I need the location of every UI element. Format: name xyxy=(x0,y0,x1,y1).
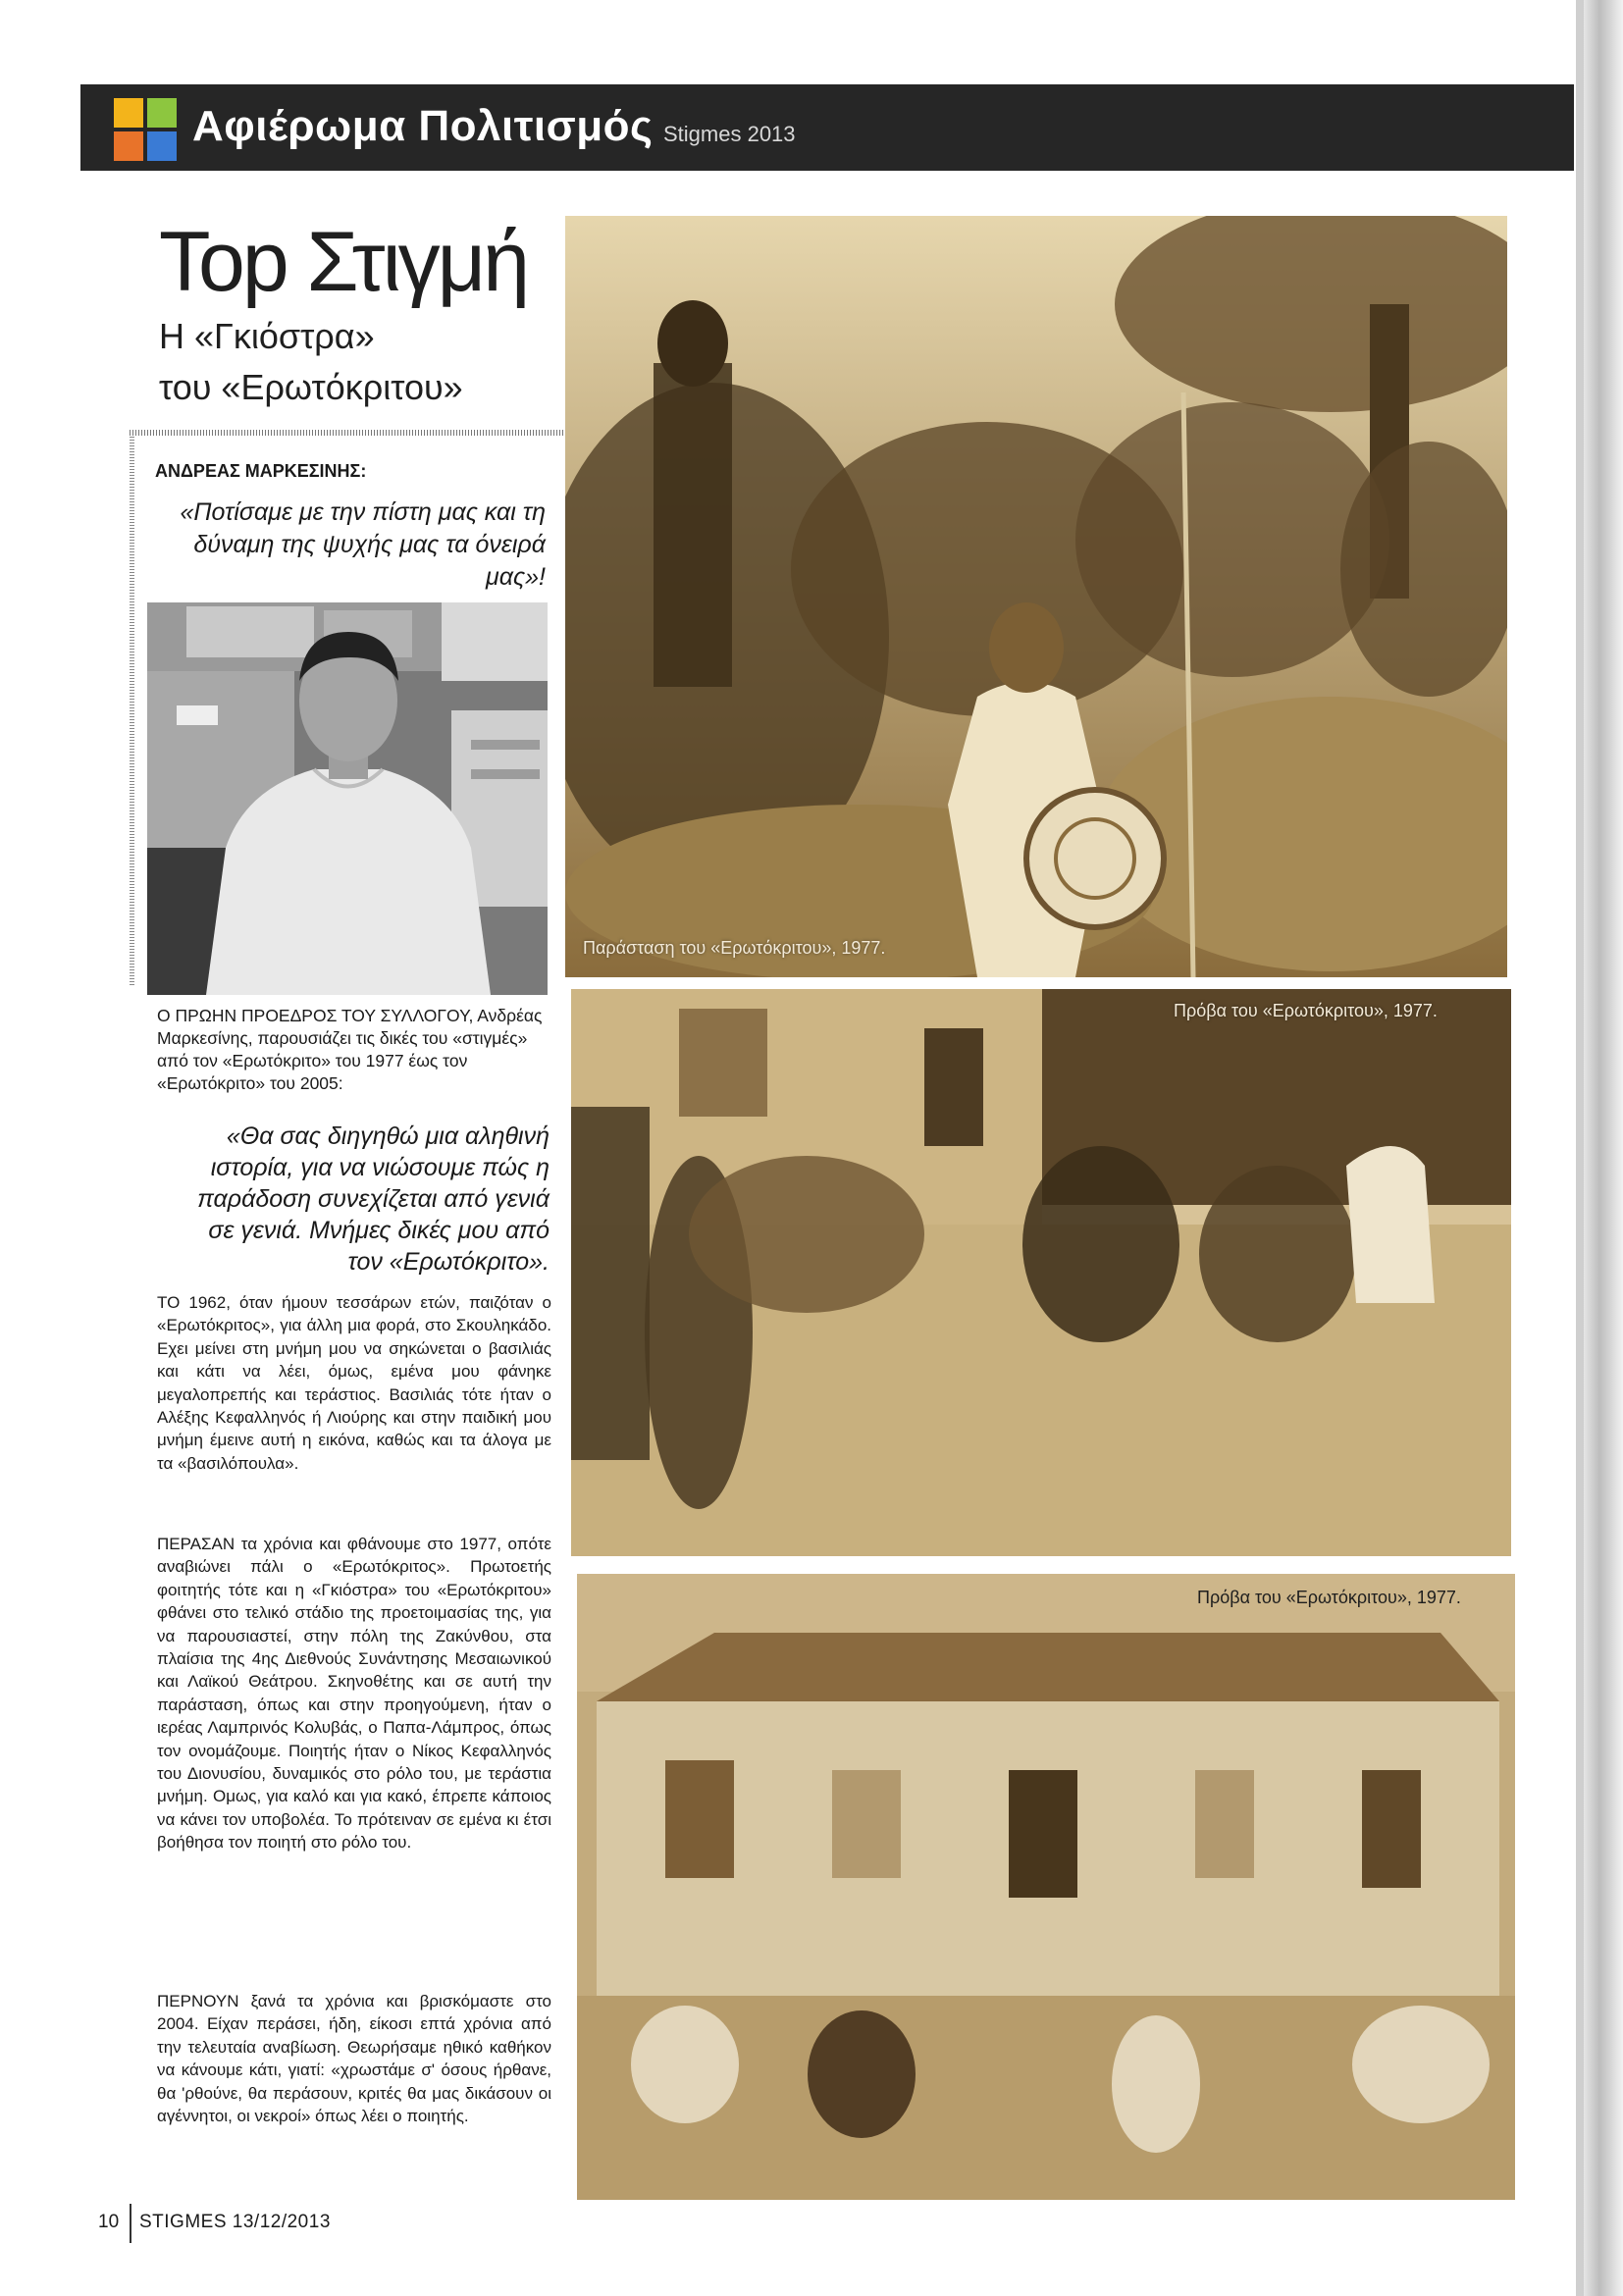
photo-rehearsal-1977-a xyxy=(571,989,1511,1556)
article-headline: Top Στιγμή xyxy=(159,215,528,309)
body-paragraph-1: ΤΟ 1962, όταν ήμουν τεσσάρων ετών, παιζόταν ο «Ερωτόκριτος», για άλλη μια φορά, στο Σκουληκάδο. Εχει μείνει στη μνήμη μου να σηκώνεται ο βασιλιάς και κάτι να λέει, όμως, εμένα μου φάνηκε μεγαλοπρεπής και τεράστιος. Βασιλιάς τότε ήταν ο Αλέξης Κεφαλληνός ή Λιούρης και στην παιδική μου μνήμη έμεινε αυτή η εικόνα, καθώς και τα άλογα με τα «βασιλόπουλα». xyxy=(157,1293,551,1473)
logo-square-orange xyxy=(114,131,143,161)
photo2-caption: Πρόβα του «Ερωτόκριτου», 1977. xyxy=(1174,1001,1438,1020)
dotted-divider xyxy=(130,430,563,436)
photo-performance-1977 xyxy=(565,216,1507,977)
dotted-vertical-divider xyxy=(130,436,134,985)
photo1-caption: Παράσταση του «Ερωτόκριτου», 1977. xyxy=(583,938,886,958)
article-subhead-line1: Η «Γκιόστρα» xyxy=(159,316,375,356)
pull-quote-1: «Ποτίσαμε με την πίστη μας και τη δύναμη της ψυχής μας τα όνειρά μας»! xyxy=(180,498,546,591)
page-number: 10 xyxy=(98,2212,120,2232)
photo3-caption: Πρόβα του «Ερωτόκριτου», 1977. xyxy=(1197,1588,1461,1607)
footer-divider xyxy=(130,2204,131,2243)
article-subhead-line2: του «Ερωτόκριτου» xyxy=(159,367,463,407)
author-name: ΑΝΔΡΕΑΣ ΜΑΡΚΕΣΙΝΗΣ: xyxy=(155,461,367,481)
logo-square-green xyxy=(147,98,177,128)
issue-date: STIGMES 13/12/2013 xyxy=(139,2212,331,2232)
body-paragraph-2: ΠΕΡΑΣΑΝ τα χρόνια και φθάνουμε στο 1977, οπότε αναβιώνει πάλι ο «Ερωτόκριτος». Πρωτοετής φοιτητής τότε και η «Γκιόστρα» του «Ερωτόκριτου» φθάνει στο τελικό στάδιο της προετοιμασίας της, για να παρουσιαστεί, στην πόλη της Ζακύνθου, στα πλαίσια της 4ης Διεθνούς Συνάντησης Μεσαιωνικού και Λαϊκού Θεάτρου. Σκηνοθέτης και σε αυτή την παράσταση, όπως και στην προηγούμενη, ήταν ο ιερέας Λαμπρινός Κολυβάς, ο Παπα-Λάμπρος, όπως τον ονομάζουμε. Ποιητής ήταν ο Νίκος Κεφαλληνός του Διονυσίου, δυναμικός στο ρόλο του, με τεράστια μνήμη. Ομως, για καλό και για κακό, έπρεπε κάποιος να κάνει τον υποβολέα. Το πρότειναν σε εμένα κι έτσι βοήθησα τον ποιητή στο ρόλο του. xyxy=(157,1535,551,1852)
logo-square-blue xyxy=(147,131,177,161)
page-fold-shadow xyxy=(1576,0,1584,2296)
portrait-caption: Ο ΠΡΩΗΝ ΠΡΟΕΔΡΟΣ ΤΟΥ ΣΥΛΛΟΓΟΥ, Ανδρέας Μαρκεσίνης, παρουσιάζει τις δικές του «στιγμές» από τον «Ερωτόκριτο» του 1977 έως τον «Ερωτόκριτο» του 2005: xyxy=(157,1006,543,1093)
body-paragraph-3: ΠΕΡΝΟΥΝ ξανά τα χρόνια και βρισκόμαστε στο 2004. Είχαν περάσει, ήδη, είκοσι επτά χρόνια από την τελευταία αναβίωση. Θεωρήσαμε ηθικό καθήκον να κάνουμε κάτι, γιατί: «χρωστάμε σ' όσους ήρθανε, θα 'ρθούνε, θα περάσουν, κριτές θα μας δικάσουν οι αγέννητοι, οι νεκροί» όπως λέει ο ποιητής. xyxy=(157,1992,551,2126)
pull-quote-2: «Θα σας διηγηθώ μια αληθινή ιστορία, για να νιώσουμε πώς η παράδοση συνεχίζεται από γενιά σε γενιά. Μνήμες δικές μου από τον «Ερωτόκριτο». xyxy=(197,1122,550,1276)
page-edge xyxy=(1584,0,1623,2296)
logo-square-yellow xyxy=(114,98,143,128)
author-portrait-photo xyxy=(147,602,548,995)
photo-rehearsal-1977-b xyxy=(577,1574,1515,2200)
section-subtitle: Stigmes 2013 xyxy=(663,122,796,146)
section-logo xyxy=(114,98,177,161)
section-title: Αφιέρωμα Πολιτισμός xyxy=(192,102,654,150)
